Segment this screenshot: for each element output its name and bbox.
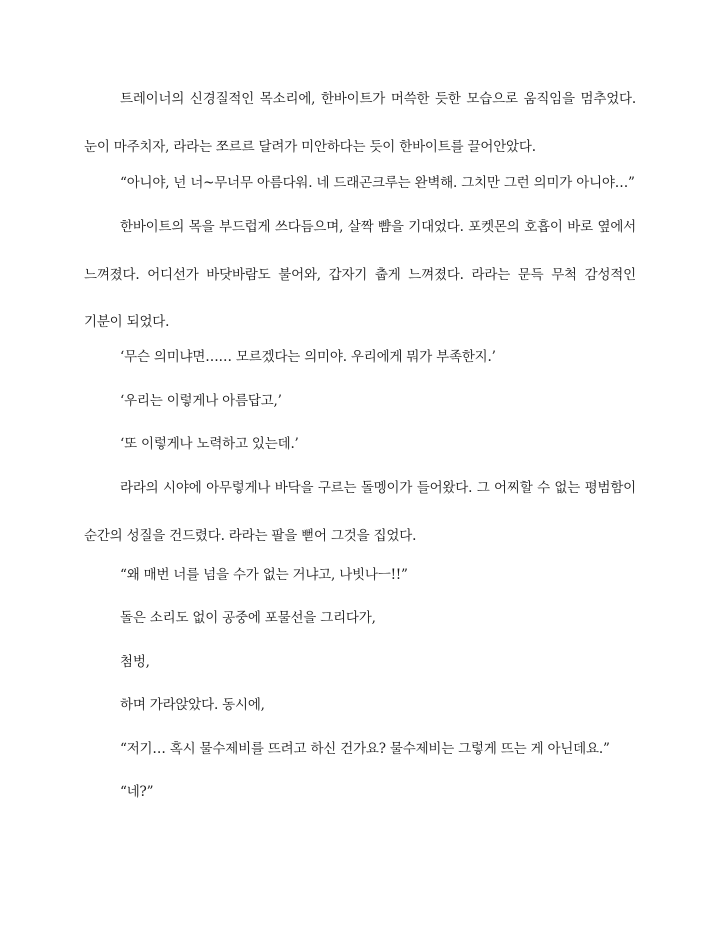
paragraph-11: 하며 가라앉았다. 동시에, bbox=[120, 697, 265, 713]
paragraph-4: ‘무슨 의미냐면…… 모르겠다는 의미야. 우리에게 뭐가 부족한지.’ bbox=[120, 349, 496, 365]
paragraph-8: “왜 매번 너를 넘을 수가 없는 거냐고, 나빗나ㅡ!!” bbox=[120, 567, 408, 583]
paragraph-12: “저기… 혹시 물수제비를 뜨려고 하신 건가요? 물수제비는 그렇게 뜨는 게 아닌데요.” bbox=[120, 741, 610, 757]
paragraph-10: 첨벙, bbox=[120, 654, 150, 670]
paragraph-9: 돌은 소리도 없이 공중에 포물선을 그리다가, bbox=[120, 610, 376, 626]
paragraph-1: 트레이너의 신경질적인 목소리에, 한바이트가 머쓱한 듯한 모습으로 움직임을 멈추었다. 눈이 마주치자, 라라는 쪼르르 달려가 미안하다는 듯이 한바이트를 끌어안았다. bbox=[84, 91, 636, 155]
paragraph-6: ‘또 이렇게나 노력하고 있는데.’ bbox=[120, 436, 299, 452]
paragraph-7: 라라의 시야에 아무렇게나 바닥을 구르는 돌멩이가 들어왔다. 그 어찌할 수 없는 평범함이 순간의 성질을 건드렸다. 라라는 팔을 뻗어 그것을 집었다. bbox=[84, 480, 636, 544]
paragraph-3: 한바이트의 목을 부드럽게 쓰다듬으며, 살짝 뺨을 기대었다. 포켓몬의 호흡이 바로 옆에서 느껴졌다. 어디선가 바닷바람도 불어와, 갑자기 춥게 느껴졌다. 라라는 문득 무척 감성적인 기분이 되었다. bbox=[84, 219, 636, 330]
paragraph-13: “네?” bbox=[120, 784, 154, 800]
paragraph-5: ‘우리는 이렇게나 아름답고,’ bbox=[120, 393, 282, 409]
paragraph-2: “아니야, 넌 너~무너무 아름다워. 네 드래곤크루는 완벽해. 그치만 그런 의미가 아니야…” bbox=[120, 175, 635, 191]
